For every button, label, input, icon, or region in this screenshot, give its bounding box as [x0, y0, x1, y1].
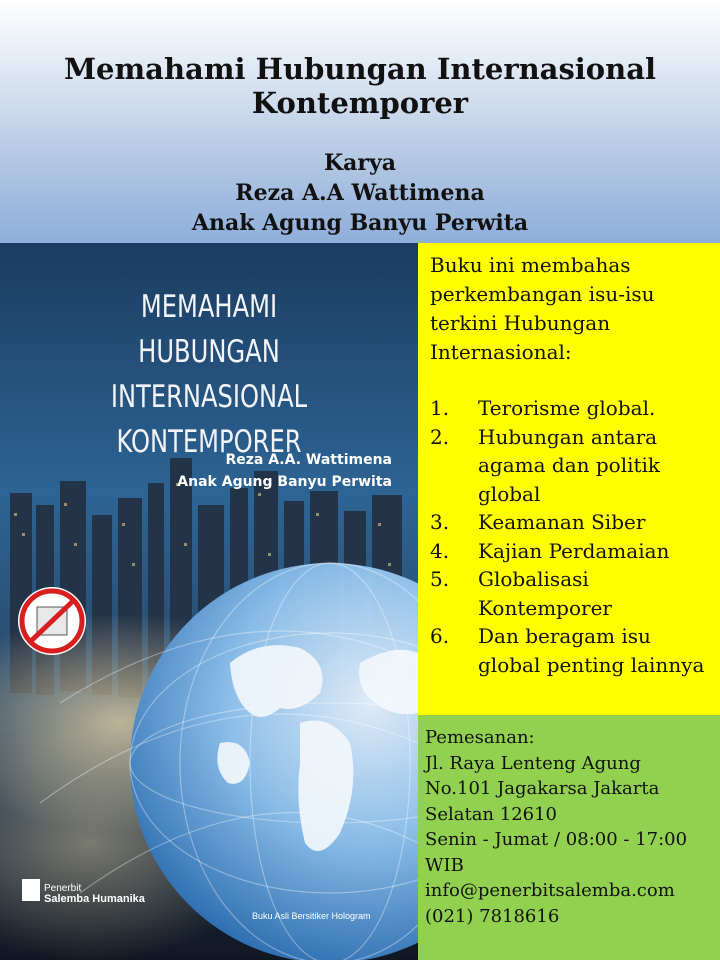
order-address-line3: Selatan 12610 — [425, 803, 558, 825]
cover-authors — [177, 449, 392, 493]
topic-number: 2. — [430, 424, 450, 449]
order-info-panel — [418, 715, 720, 960]
topic-number: 1. — [430, 396, 450, 420]
order-hours-line1: Senin - Jumat / 08:00 - 17:00 — [425, 829, 688, 850]
publisher-name: Salemba Humanika — [44, 893, 145, 905]
book-cover-image — [0, 243, 418, 960]
topic-item — [430, 537, 715, 566]
order-hours-line2: WIB — [425, 854, 464, 876]
topic-text: Kajian Perdamaian — [478, 538, 670, 563]
topic-item — [430, 394, 715, 423]
topic-text: Terorisme global. — [478, 396, 656, 420]
topic-number: 3. — [430, 510, 450, 534]
byline — [0, 148, 720, 238]
topic-number: 5. — [430, 567, 450, 591]
topic-item — [430, 622, 715, 679]
topics-panel — [418, 243, 720, 715]
topics-intro: Buku ini membahas perkembangan isu-isu terkini Hubungan Internasional: — [430, 253, 655, 364]
cover-title — [46, 285, 372, 465]
order-label: Pemesanan: — [425, 727, 535, 748]
order-email: info@penerbitsalemba.com — [425, 880, 675, 901]
cover-author-1: Reza A.A. Wattimena — [225, 452, 392, 468]
topic-text: Globalisasi Kontemporer — [478, 567, 612, 620]
cover-author-2: Anak Agung Banyu Perwita — [177, 474, 392, 490]
topic-text: Keamanan Siber — [478, 510, 646, 534]
topic-number: 6. — [430, 624, 450, 648]
cover-title-line3: KONTEMPORER — [116, 424, 302, 460]
publisher-mark — [44, 883, 145, 905]
order-phone: (021) 7818616 — [425, 905, 560, 927]
hologram-note: Buku Asli Bersitiker Hologram — [252, 911, 371, 921]
publisher-label: Penerbit — [44, 883, 82, 894]
publisher-logo-icon — [22, 879, 40, 901]
topic-text: Dan beragam isu global penting lainnya — [478, 624, 705, 677]
cover-title-line1: MEMAHAMI — [140, 289, 278, 325]
topic-item — [430, 508, 715, 537]
author-name-1: Reza A.A Wattimena — [235, 180, 485, 206]
order-address-line1: Jl. Raya Lenteng Agung — [425, 752, 641, 774]
topic-item — [430, 565, 715, 622]
byline-label: Karya — [323, 150, 396, 176]
book-title-line2: Kontemporer — [251, 86, 469, 120]
topic-number: 4. — [430, 538, 450, 563]
book-title-line1: Memahami Hubungan Internasional — [63, 52, 657, 86]
topic-text: Hubungan antara agama dan politik global — [478, 424, 661, 506]
order-address-line2: No.101 Jagakarsa Jakarta — [425, 778, 660, 799]
topic-item — [430, 423, 715, 509]
author-name-2: Anak Agung Banyu Perwita — [191, 210, 529, 236]
book-title — [0, 52, 720, 120]
header-banner — [0, 0, 720, 243]
cover-title-line2: HUBUNGAN INTERNASIONAL — [110, 334, 308, 415]
topics-list — [430, 394, 715, 679]
